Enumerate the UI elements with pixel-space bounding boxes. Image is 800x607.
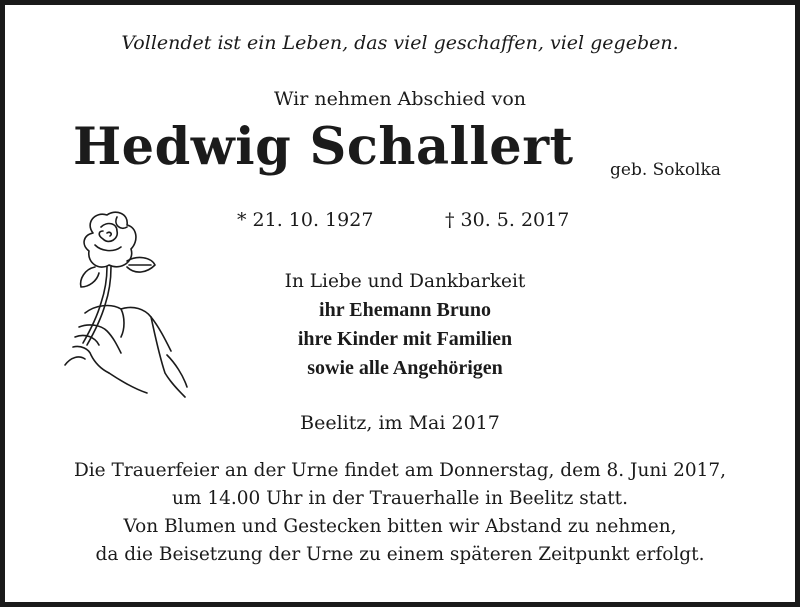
mourner-line: ihre Kinder mit Familien xyxy=(297,328,513,350)
funeral-notice-line: Die Trauerfeier an der Urne findet am Donnerstag, dem 8. Juni 2017, xyxy=(73,460,727,481)
maiden-name: geb. Sokolka xyxy=(610,160,721,180)
place-date: Beelitz, im Mai 2017 xyxy=(300,412,500,434)
funeral-notice-line: Von Blumen und Gestecken bitten wir Abstand zu nehmen, xyxy=(123,516,677,537)
motto: Vollendet ist ein Leben, das viel geschaffen, viel gegeben. xyxy=(121,32,679,54)
funeral-notice-line: da die Beisetzung der Urne zu einem späteren Zeitpunkt erfolgt. xyxy=(95,544,705,565)
intro-text: Wir nehmen Abschied von xyxy=(273,88,527,110)
funeral-notice-line: um 14.00 Uhr in der Trauerhalle in Beelitz statt. xyxy=(172,488,628,509)
death-date: † 30. 5. 2017 xyxy=(445,209,570,231)
funeral-notice xyxy=(5,457,795,569)
mourner-line: sowie alle Angehörigen xyxy=(307,357,503,379)
birth-date: * 21. 10. 1927 xyxy=(237,209,374,231)
hand-holding-rose-icon xyxy=(55,205,195,400)
deceased-name: Hedwig Schallert xyxy=(73,117,574,177)
gratitude-line: In Liebe und Dankbarkeit xyxy=(284,271,526,292)
mourner-line: ihr Ehemann Bruno xyxy=(319,299,491,321)
mourners-block xyxy=(180,267,630,383)
